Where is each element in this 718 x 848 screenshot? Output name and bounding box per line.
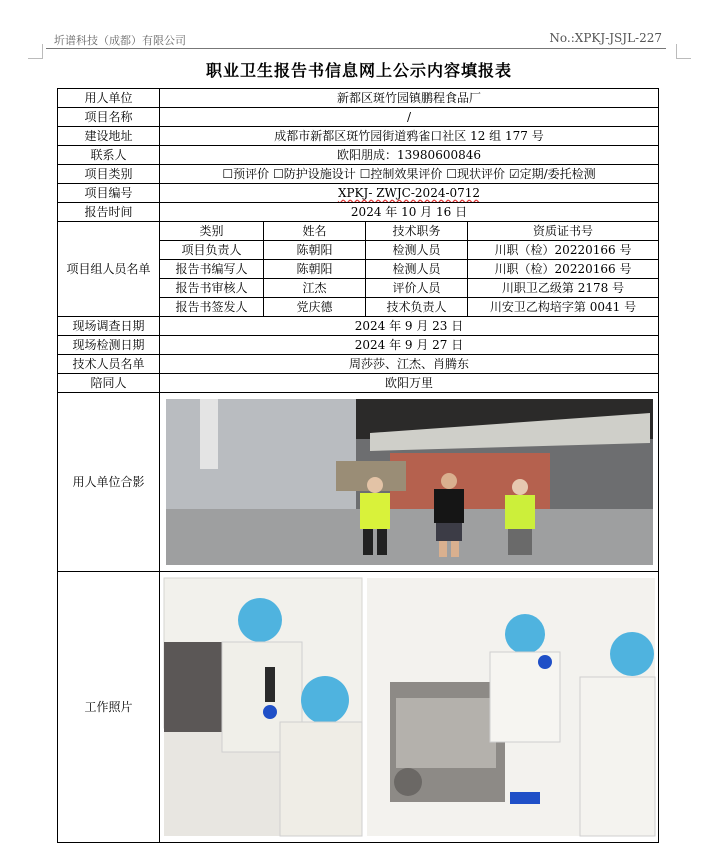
team-header-cert: 资质证书号 — [468, 222, 659, 241]
label-report-time: 报告时间 — [58, 203, 160, 222]
value-address: 成都市新都区斑竹园街道鸦雀口社区 12 组 177 号 — [160, 127, 659, 146]
row-contact — [58, 146, 659, 165]
building-wall — [166, 399, 356, 509]
row-escort — [58, 374, 659, 393]
value-category — [160, 165, 659, 184]
page-header — [46, 28, 666, 49]
work-photos — [160, 572, 659, 842]
team-cell: 川职卫乙级第 2178 号 — [468, 279, 659, 298]
work-photo-cell — [160, 572, 659, 843]
info-form-table — [57, 88, 659, 843]
row-employer — [58, 89, 659, 108]
row-test-date — [58, 336, 659, 355]
team-cell: 川职（检）20220166 号 — [468, 260, 659, 279]
label-group-photo: 用人单位合影 — [58, 393, 160, 572]
label-employer: 用人单位 — [58, 89, 160, 108]
checkbox-mark: ☐ — [272, 167, 284, 181]
team-header-row — [58, 222, 659, 241]
document-title: 职业卫生报告书信息网上公示内容填报表 — [205, 61, 512, 80]
team-cell: 检测人员 — [366, 260, 468, 279]
team-cell: 报告书签发人 — [160, 298, 264, 317]
checkbox-status-evaluation — [446, 167, 505, 181]
value-project-name: / — [160, 108, 659, 127]
label-work-photo: 工作照片 — [58, 572, 160, 843]
team-header-title: 技术职务 — [366, 222, 468, 241]
label-team: 项目组人员名单 — [58, 222, 160, 317]
checkbox-label: 防护设施设计 — [283, 167, 356, 181]
row-technicians — [58, 355, 659, 374]
checkbox-pre-evaluation — [222, 167, 269, 181]
row-address — [58, 127, 659, 146]
row-category — [58, 165, 659, 184]
label-contact: 联系人 — [58, 146, 160, 165]
corner-mark-left — [28, 44, 43, 59]
label-category: 项目类别 — [58, 165, 160, 184]
team-cell: 技术负责人 — [366, 298, 468, 317]
checkbox-periodic-testing — [509, 167, 596, 181]
label-test-date: 现场检测日期 — [58, 336, 160, 355]
label-address: 建设地址 — [58, 127, 160, 146]
chimney-pipe — [200, 399, 218, 469]
row-project-name — [58, 108, 659, 127]
header-doc-number: No.:XPKJ-JSJL-227 — [549, 31, 662, 45]
label-project-no: 项目编号 — [58, 184, 160, 203]
team-cell: 江杰 — [264, 279, 366, 298]
header-company: 圻谱科技（成都）有限公司 — [54, 34, 186, 47]
value-contact: 欧阳朋成：13980600846 — [160, 146, 659, 165]
value-survey-date: 2024 年 9 月 23 日 — [160, 317, 659, 336]
value-project-no — [160, 184, 659, 203]
work-photo-left — [164, 578, 362, 836]
team-cell: 检测人员 — [366, 241, 468, 260]
ground — [166, 509, 653, 565]
work-photo-right — [367, 578, 655, 836]
label-project-name: 项目名称 — [58, 108, 160, 127]
checkbox-mark: ☐ — [446, 167, 457, 181]
checkbox-label: 预评价 — [233, 167, 270, 181]
row-group-photo — [58, 393, 659, 572]
row-report-time — [58, 203, 659, 222]
team-cell: 川安卫乙构培字第 0041 号 — [468, 298, 659, 317]
team-header-name: 姓名 — [264, 222, 366, 241]
value-report-time: 2024 年 10 月 16 日 — [160, 203, 659, 222]
value-escort: 欧阳万里 — [160, 374, 659, 393]
team-cell: 川职（检）20220166 号 — [468, 241, 659, 260]
project-code: XPKJ- ZWJC-2024-0712 — [337, 186, 481, 200]
checkbox-protection-design — [273, 167, 356, 181]
checkbox-mark: ☑ — [508, 167, 520, 181]
checkbox-control-evaluation — [360, 167, 443, 181]
label-technicians: 技术人员名单 — [58, 355, 160, 374]
team-cell: 报告书审核人 — [160, 279, 264, 298]
value-employer: 新都区斑竹园镇鹏程食品厂 — [160, 89, 659, 108]
team-header-category: 类别 — [160, 222, 264, 241]
team-cell: 评价人员 — [366, 279, 468, 298]
team-cell: 陈朝阳 — [264, 260, 366, 279]
checkbox-label: 定期/委托检测 — [519, 167, 596, 181]
checkbox-label: 现状评价 — [456, 167, 505, 181]
group-photo-cell — [160, 393, 659, 572]
value-technicians: 周莎莎、江杰、肖腾东 — [160, 355, 659, 374]
checkbox-mark: ☐ — [359, 167, 371, 181]
row-project-no — [58, 184, 659, 203]
row-survey-date — [58, 317, 659, 336]
value-test-date: 2024 年 9 月 27 日 — [160, 336, 659, 355]
corner-mark-right — [676, 44, 691, 59]
checkbox-mark: ☐ — [222, 167, 234, 181]
team-cell: 党庆德 — [264, 298, 366, 317]
group-photo — [160, 393, 659, 571]
team-cell: 项目负责人 — [160, 241, 264, 260]
team-cell: 陈朝阳 — [264, 241, 366, 260]
label-survey-date: 现场调查日期 — [58, 317, 160, 336]
label-escort: 陪同人 — [58, 374, 160, 393]
checkbox-label: 控制效果评价 — [370, 167, 443, 181]
team-cell: 报告书编写人 — [160, 260, 264, 279]
row-work-photo — [58, 572, 659, 843]
